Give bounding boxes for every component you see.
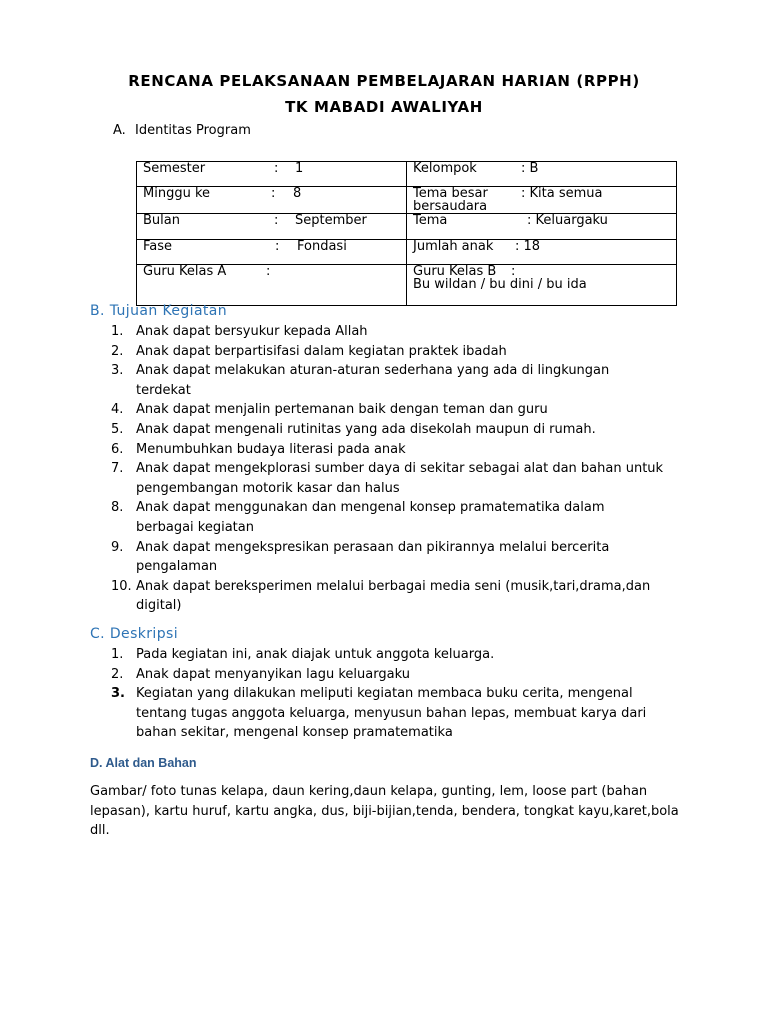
list-item <box>111 420 666 440</box>
item-number: 8. <box>111 500 124 516</box>
section-c-heading: C. Deskripsi <box>90 626 178 642</box>
semester-label: Semester <box>143 161 206 176</box>
kelompok-label: Kelompok <box>413 161 477 176</box>
table-row <box>137 240 677 265</box>
list-item <box>111 645 666 665</box>
section-a-heading <box>113 123 251 138</box>
semester-cell <box>137 162 407 187</box>
tema-cell <box>407 214 677 240</box>
kelompok-value: B <box>529 161 539 176</box>
guru-a-cell <box>137 265 407 306</box>
bulan-value: September <box>295 213 367 228</box>
guru-a-label: Guru Kelas A <box>143 264 227 279</box>
jumlah-anak-cell <box>407 240 677 265</box>
item-text: Menumbuhkan budaya literasi pada anak <box>136 441 406 457</box>
item-text: Anak dapat mengenali rutinitas yang ada disekolah maupun di rumah. <box>136 421 596 437</box>
item-number: 1. <box>111 324 124 339</box>
list-item <box>111 665 666 685</box>
colon: : <box>511 264 516 279</box>
item-text: Pada kegiatan ini, anak diajak untuk anggota keluarga. <box>136 647 495 662</box>
table-row <box>137 265 677 306</box>
item-text: Anak dapat menggunakan dan mengenal konsep pramatematika dalam berbagai kegiatan <box>136 500 605 535</box>
list-item <box>111 538 666 577</box>
guru-b-cell <box>407 265 677 306</box>
section-b-heading: B. Tujuan Kegiatan <box>90 303 228 319</box>
jumlah-anak-label: Jumlah anak <box>413 239 494 254</box>
item-number: 7. <box>111 461 124 477</box>
objectives-list <box>111 322 666 616</box>
bulan-cell <box>137 214 407 240</box>
item-number: 3. <box>111 363 124 379</box>
guru-b-value: Bu wildan / bu dini / bu ida <box>413 277 587 292</box>
item-text: Anak dapat menyanyikan lagu keluargaku <box>136 666 410 682</box>
list-item <box>111 684 666 743</box>
table-row <box>137 162 677 187</box>
item-text: Anak dapat mengekspresikan perasaan dan pikirannya melalui bercerita pengalaman <box>136 539 610 575</box>
colon: : <box>271 186 276 201</box>
kelompok-cell <box>407 162 677 187</box>
item-text: Anak dapat menjalin pertemanan baik dengan teman dan guru <box>136 402 548 418</box>
table-row <box>137 214 677 240</box>
item-number: 2. <box>111 343 124 359</box>
school-name: TK MABADI AWALIYAH <box>285 98 483 116</box>
tema-value: Keluargaku <box>535 213 608 228</box>
item-number: 9. <box>111 539 124 555</box>
colon: : <box>521 161 526 176</box>
colon: : <box>521 186 526 201</box>
item-text: Anak dapat mengekplorasi sumber daya di sekitar sebagai alat dan bahan untuk pengembangan motorik kasar dan halus <box>136 461 664 496</box>
item-number: 3. <box>111 686 125 702</box>
tema-besar-value: Kita semua <box>529 186 603 201</box>
colon: : <box>515 239 520 254</box>
item-number: 1. <box>111 647 124 662</box>
list-item <box>111 400 666 420</box>
section-a-label: Identitas Program <box>135 123 251 138</box>
item-text: Anak dapat melakukan aturan-aturan sederhana yang ada di lingkungan terdekat <box>136 363 610 398</box>
tema-besar-label: Tema besar <box>413 186 488 201</box>
item-text: Kegiatan yang dilakukan meliputi kegiatan membaca buku cerita, mengenal tentang tugas anggota keluarga, menyusun bahan lepas, membuat karya dari bahan sekitar, mengenal konsep pramatematika <box>136 686 647 741</box>
item-number: 6. <box>111 441 124 457</box>
description-list <box>111 645 666 743</box>
item-number: 4. <box>111 402 124 418</box>
colon: : <box>527 213 532 228</box>
document-title: RENCANA PELAKSANAAN PEMBELAJARAN HARIAN (RPPH) <box>128 72 640 90</box>
fase-value: Fondasi <box>297 239 347 254</box>
item-text: Anak dapat berpartisifasi dalam kegiatan praktek ibadah <box>136 343 507 359</box>
list-item <box>111 322 666 342</box>
minggu-label: Minggu ke <box>143 186 211 201</box>
item-number: 10. <box>111 578 132 594</box>
item-number: 5. <box>111 421 124 437</box>
item-text: Anak dapat bersyukur kepada Allah <box>136 324 368 339</box>
tema-besar-cell <box>407 187 677 214</box>
list-item <box>111 459 666 498</box>
fase-label: Fase <box>143 239 173 254</box>
table-row <box>137 187 677 214</box>
colon: : <box>274 213 279 228</box>
item-number: 2. <box>111 666 124 682</box>
semester-value: 1 <box>295 161 304 176</box>
jumlah-anak-value: 18 <box>523 239 541 254</box>
tema-label: Tema <box>413 213 448 228</box>
section-d-heading: D. Alat dan Bahan <box>90 756 197 770</box>
list-item <box>111 577 666 616</box>
minggu-cell <box>137 187 407 214</box>
list-item <box>111 498 666 537</box>
tema-besar-value-cont: bersaudara <box>413 199 488 214</box>
guru-b-label: Guru Kelas B <box>413 264 497 279</box>
item-text: Anak dapat bereksperimen melalui berbagai media seni (musik,tari,drama,dan digital) <box>136 578 651 614</box>
list-item <box>111 440 666 460</box>
identity-table <box>136 161 677 306</box>
colon: : <box>266 264 271 279</box>
fase-cell <box>137 240 407 265</box>
materials-paragraph: Gambar/ foto tunas kelapa, daun kering,daun kelapa, gunting, lem, loose part (bahan lepasan), kartu huruf, kartu angka, dus, biji-bijian,tenda, bendera, tongkat kayu,karet,bola dll. <box>90 784 679 839</box>
section-a-marker: A. <box>113 123 126 138</box>
minggu-value: 8 <box>293 186 302 201</box>
colon: : <box>274 161 279 176</box>
bulan-label: Bulan <box>143 213 180 228</box>
colon: : <box>275 239 280 254</box>
list-item <box>111 361 666 400</box>
list-item <box>111 342 666 362</box>
